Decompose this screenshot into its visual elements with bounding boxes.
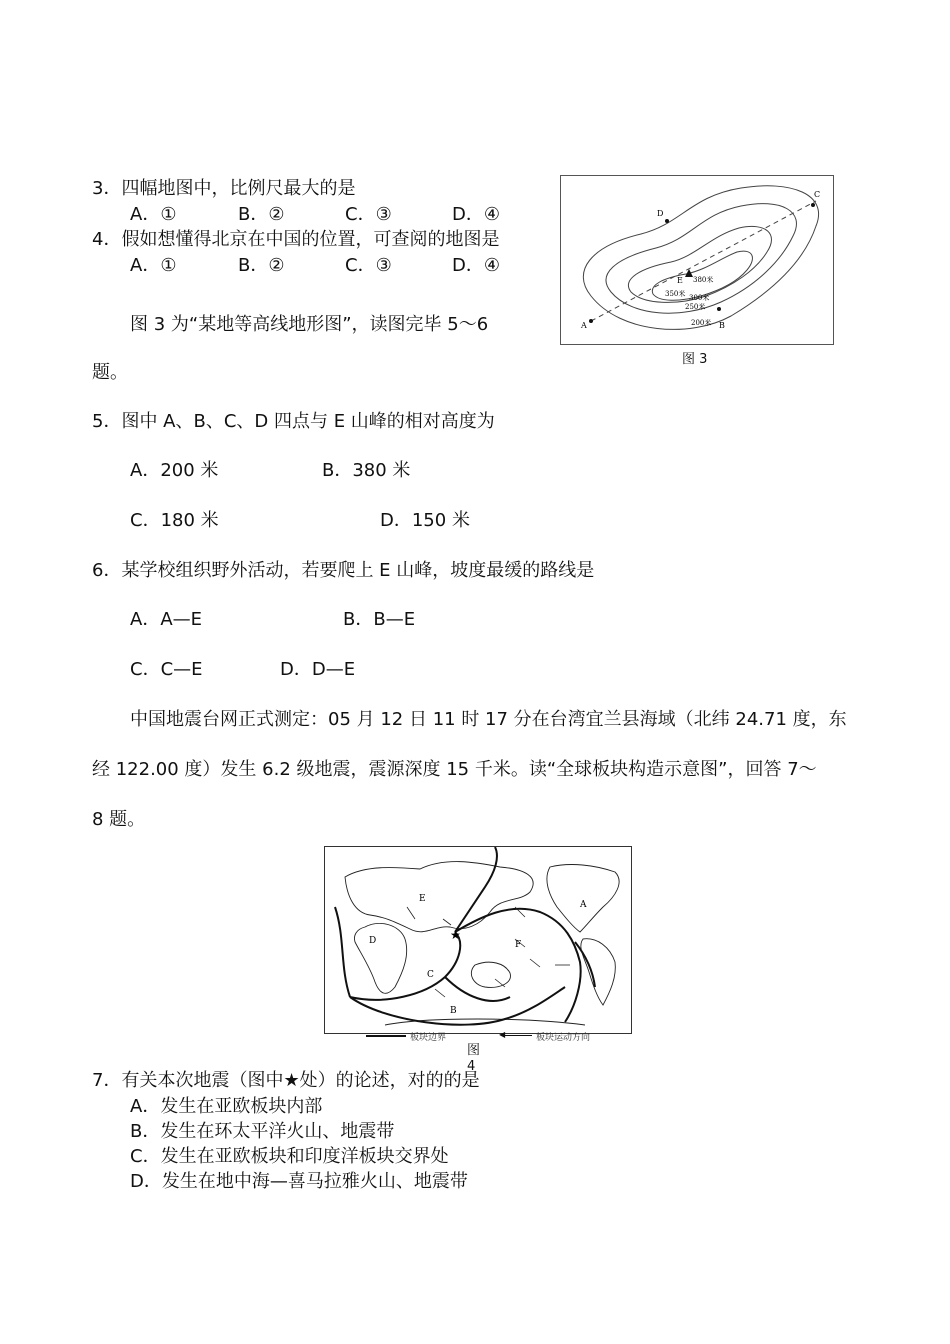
contour-300 (628, 226, 771, 302)
plate-map-svg (325, 847, 631, 1033)
legend-direction-label: 板块运动方向 (536, 1033, 591, 1043)
contour-map-svg (561, 176, 833, 344)
plate-label-b: B (450, 1006, 457, 1016)
q6-option-b: B．B—E (343, 609, 416, 630)
intro-78-line1: 中国地震台网正式测定：05 月 12 日 11 时 17 分在台湾宜兰县海域（北纬 24.71 度，东 (130, 709, 847, 730)
q5-stem: 5．图中 A、B、C、D 四点与 E 山峰的相对高度为 (92, 411, 495, 432)
figure-3-contour-map (560, 175, 834, 345)
q7-option-b: B．发生在环太平洋火山、地震带 (130, 1121, 395, 1142)
q3-option-c: C．③ (345, 204, 392, 225)
figure-3-caption: 图 3 (682, 352, 708, 367)
contour-label-300: 300米 (689, 294, 710, 302)
q4-option-a: A．① (130, 255, 177, 276)
label-d: D (657, 209, 664, 218)
legend-boundary-swatch (366, 1035, 406, 1037)
earthquake-star-icon: ★ (450, 928, 461, 942)
plate-label-e: E (419, 894, 426, 904)
q4-stem: 4．假如想懂得北京在中国的位置，可查阅的地图是 (92, 229, 500, 250)
label-c: C (814, 190, 821, 199)
q4-option-c: C．③ (345, 255, 392, 276)
point-c-dot (811, 203, 815, 207)
point-a-dot (589, 319, 593, 323)
q7-option-a: A．发生在亚欧板块内部 (130, 1096, 323, 1117)
q5-option-b: B．380 米 (322, 460, 411, 481)
q4-option-d: D．④ (452, 255, 500, 276)
figure-4-caption-bottom: 4 (467, 1059, 476, 1074)
q7-stem: 7．有关本次地震（图中★处）的论述，对的的是 (92, 1070, 480, 1091)
contour-label-250: 250米 (685, 303, 706, 311)
q7-option-c: C．发生在亚欧板块和印度洋板块交界处 (130, 1146, 449, 1167)
q6-option-c: C．C—E (130, 659, 203, 680)
q7-option-d: D．发生在地中海—喜马拉雅火山、地震带 (130, 1171, 468, 1192)
intro-78-line2: 经 122.00 度）发生 6.2 级地震，震源深度 15 千米。读“全球板块构造示意图”，回答 7～ (92, 759, 817, 780)
intro-56-line1: 图 3 为“某地等高线地形图”，读图完毕 5～6 (130, 314, 489, 335)
plate-label-d: D (369, 936, 377, 946)
contour-label-200: 200米 (691, 319, 712, 327)
figure-4-caption-top: 图 (467, 1043, 481, 1058)
label-e: E (677, 276, 683, 285)
point-b-dot (717, 307, 721, 311)
q4-option-b: B．② (238, 255, 285, 276)
legend-arrow-head-icon: ◀ (499, 1030, 506, 1039)
q5-option-d: D．150 米 (380, 510, 470, 531)
intro-56-line2: 题。 (92, 362, 128, 383)
q6-option-d: D．D—E (280, 659, 356, 680)
q3-option-a: A．① (130, 204, 177, 225)
legend-boundary-label: 板块边界 (410, 1033, 447, 1043)
q5-option-c: C．180 米 (130, 510, 219, 531)
q5-option-a: A．200 米 (130, 460, 219, 481)
q3-option-b: B．② (238, 204, 285, 225)
q3-stem: 3．四幅地图中，比例尺最大的是 (92, 178, 356, 199)
plate-label-c: C (427, 970, 434, 980)
plate-label-a: A (580, 900, 587, 910)
label-b: B (719, 321, 725, 330)
q6-option-a: A．A—E (130, 609, 202, 630)
point-d-dot (665, 219, 669, 223)
plate-label-f: F (515, 940, 522, 950)
contour-label-380: 380米 (693, 276, 714, 284)
label-a: A (581, 321, 587, 330)
contour-label-350: 350米 (665, 290, 686, 298)
q3-option-d: D．④ (452, 204, 500, 225)
figure-4-plate-map (324, 846, 632, 1034)
legend-arrow-swatch (502, 1035, 532, 1036)
intro-78-line3: 8 题。 (92, 809, 146, 830)
q6-stem: 6．某学校组织野外活动，若要爬上 E 山峰，坡度最缓的路线是 (92, 560, 595, 581)
